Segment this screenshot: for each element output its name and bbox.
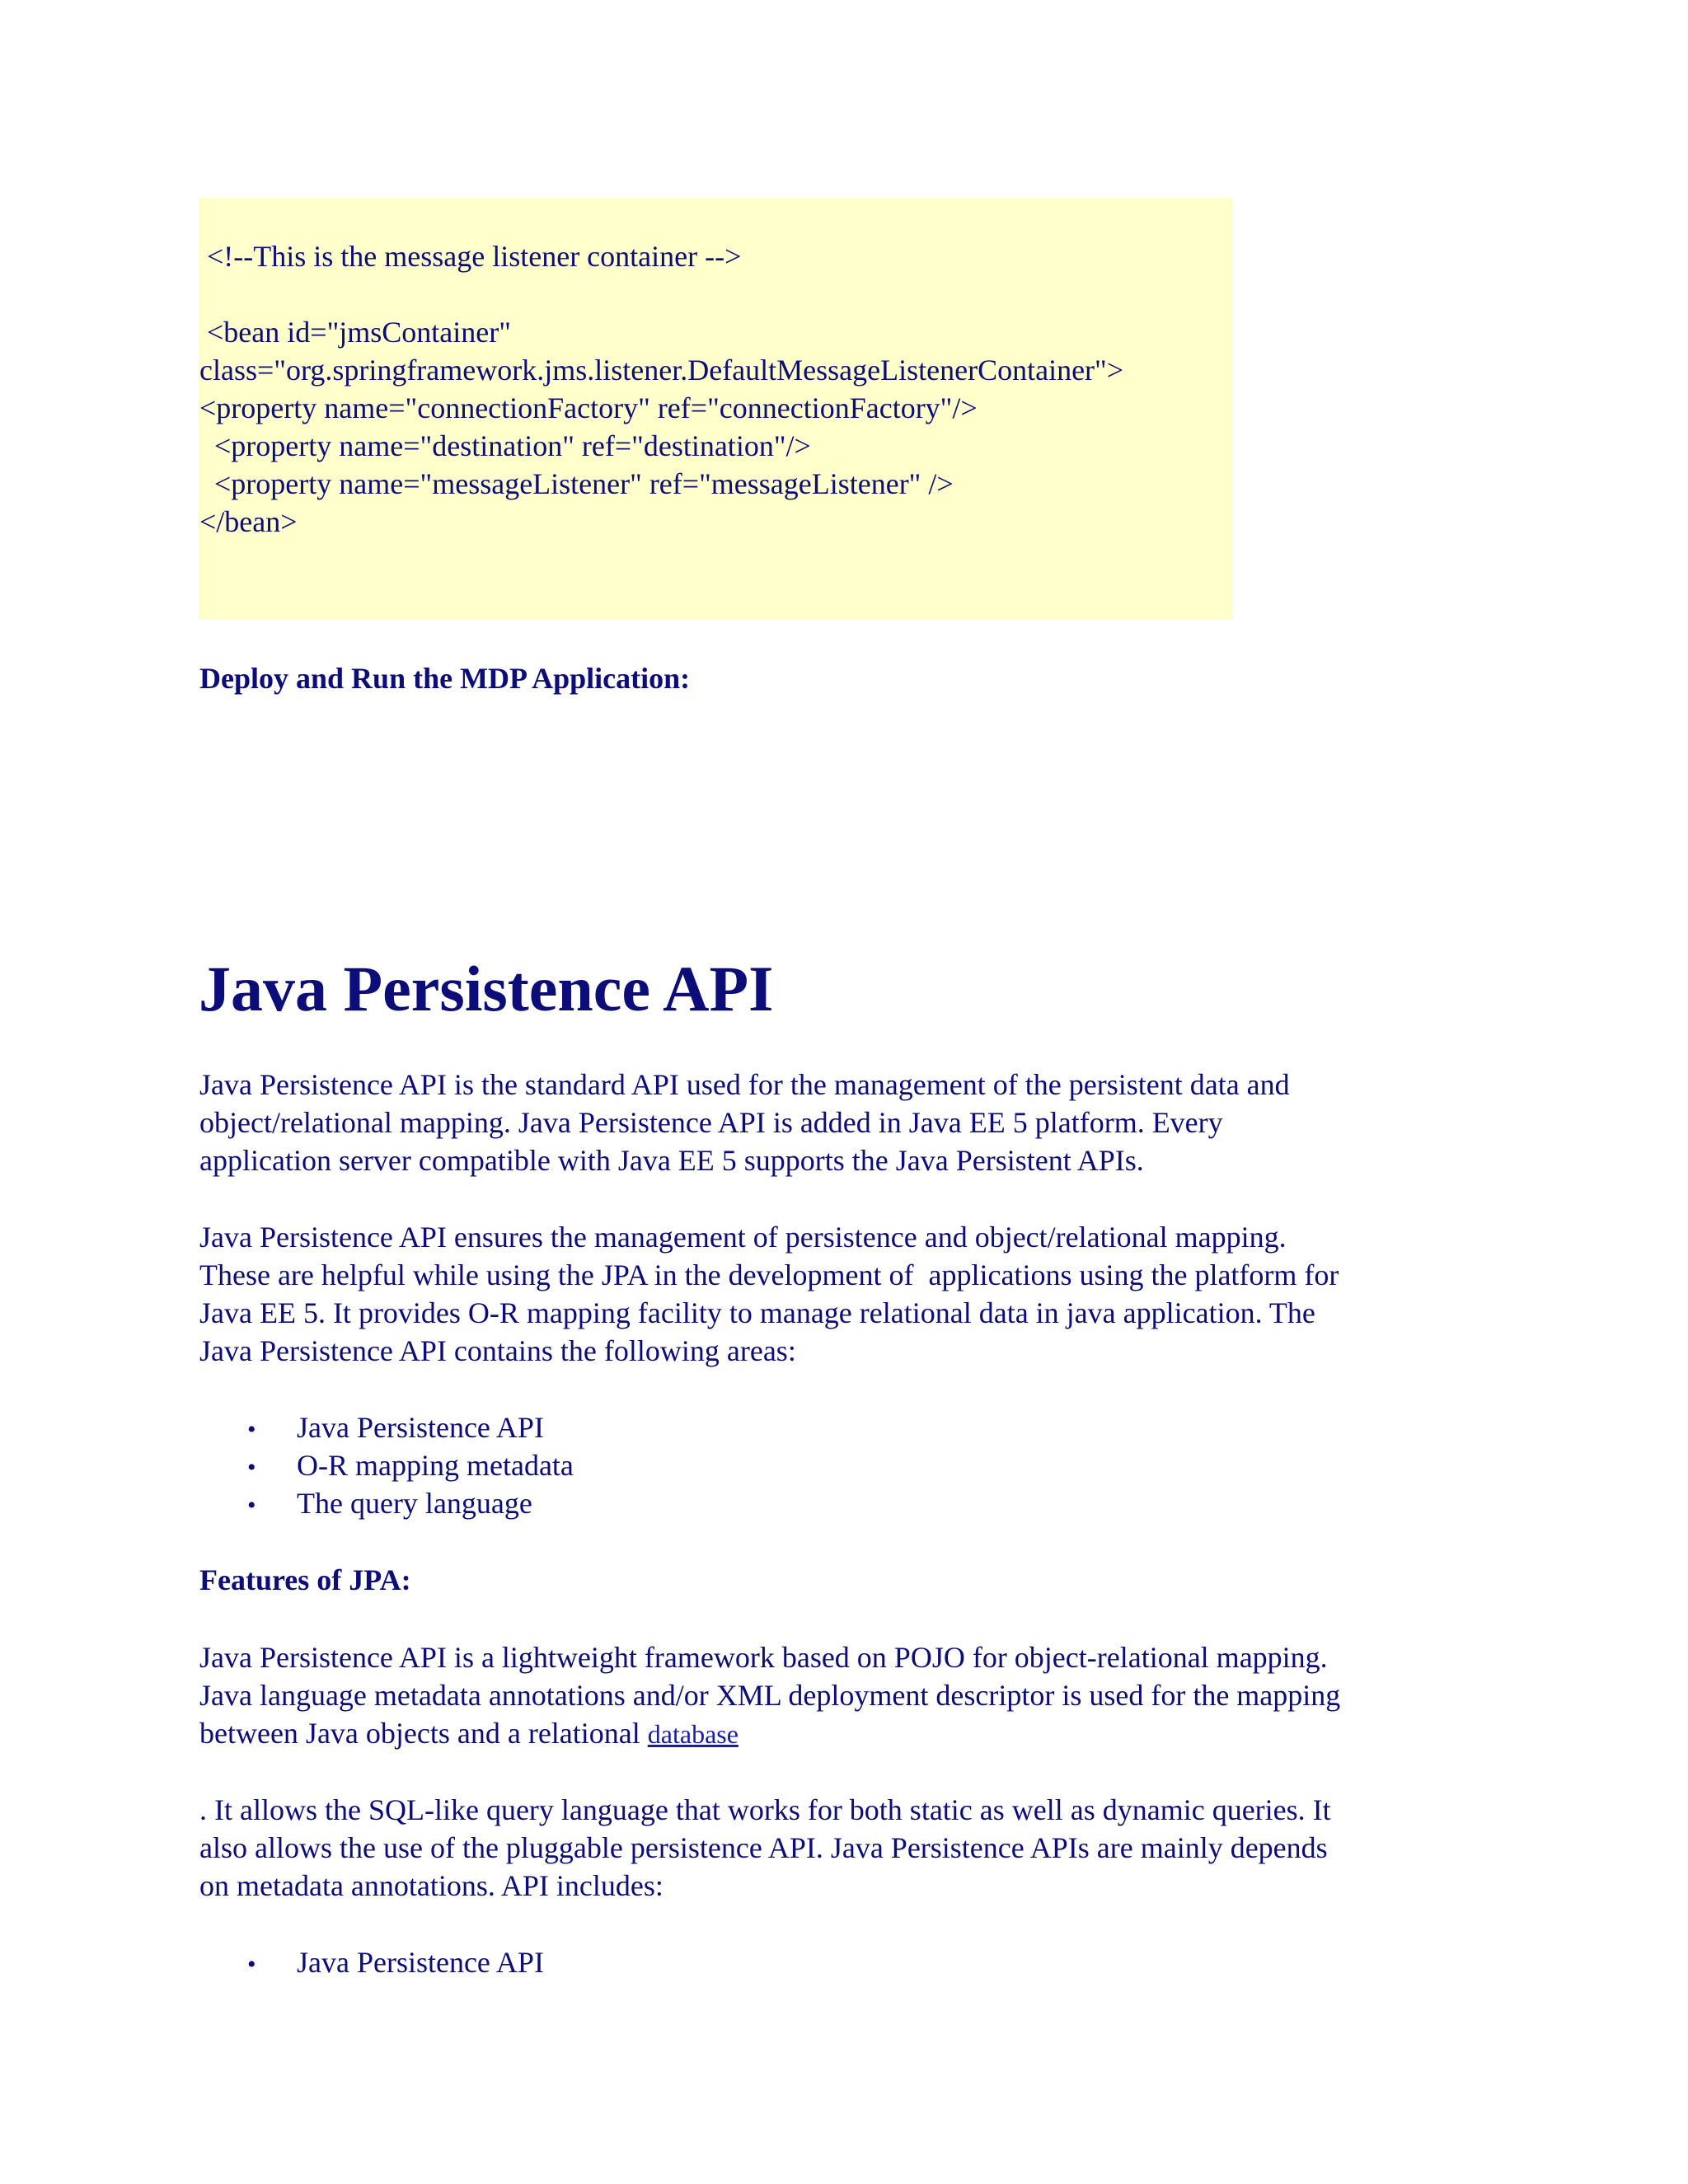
features-heading: Features of JPA: bbox=[199, 1563, 411, 1596]
code-line: <bean id="jmsContainer" bbox=[199, 316, 511, 349]
code-line: <property name="destination" ref="destination"/> bbox=[199, 429, 811, 462]
features-paragraph-line: Java Persistence API is a lightweight framework based on POJO for object-relational mapping. bbox=[199, 1641, 1328, 1674]
database-link[interactable]: database bbox=[647, 1719, 738, 1749]
query-paragraph-line: . It allows the SQL-like query language that works for both static as well as dynamic queries. It bbox=[199, 1793, 1331, 1826]
bullet-icon: • bbox=[247, 1454, 256, 1481]
deploy-heading: Deploy and Run the MDP Application: bbox=[199, 662, 691, 695]
list-item-label: O-R mapping metadata bbox=[297, 1449, 574, 1482]
code-line: </bean> bbox=[199, 505, 298, 538]
areas-paragraph-line: Java EE 5. It provides O-R mapping facility to manage relational data in java application. The bbox=[199, 1296, 1315, 1329]
list-item bbox=[247, 1446, 574, 1487]
list-item-label: Java Persistence API bbox=[297, 1411, 544, 1444]
intro-paragraph-line: Java Persistence API is the standard API used for the management of the persistent data and bbox=[199, 1068, 1290, 1101]
bullet-icon: • bbox=[247, 1492, 256, 1519]
areas-paragraph-line: These are helpful while using the JPA in the development of applications using the platform for bbox=[199, 1258, 1339, 1291]
features-paragraph-text: between Java objects and a relational bbox=[199, 1717, 648, 1750]
features-paragraph-line bbox=[199, 1714, 738, 1753]
areas-paragraph-line: Java Persistence API contains the following areas: bbox=[199, 1334, 796, 1367]
intro-paragraph-line: object/relational mapping. Java Persistence API is added in Java EE 5 platform. Every bbox=[199, 1106, 1223, 1139]
page-title: Java Persistence API bbox=[199, 953, 774, 1024]
query-paragraph-line: also allows the use of the pluggable persistence API. Java Persistence APIs are mainly depends bbox=[199, 1831, 1328, 1864]
code-line: class="org.springframework.jms.listener.DefaultMessageListenerContainer"> bbox=[199, 354, 1124, 387]
code-line: <property name="messageListener" ref="messageListener" /> bbox=[199, 467, 954, 500]
features-paragraph-line: Java language metadata annotations and/or XML deployment descriptor is used for the mapping bbox=[199, 1679, 1341, 1712]
code-line: <!--This is the message listener container --> bbox=[199, 240, 742, 273]
code-line: <property name="connectionFactory" ref="connectionFactory"/> bbox=[199, 391, 978, 424]
bullet-icon: • bbox=[247, 1951, 256, 1978]
intro-paragraph-line: application server compatible with Java EE 5 supports the Java Persistent APIs. bbox=[199, 1144, 1144, 1177]
areas-paragraph-line: Java Persistence API ensures the management of persistence and object/relational mapping. bbox=[199, 1221, 1287, 1254]
list-item bbox=[247, 1943, 544, 1984]
list-item bbox=[247, 1408, 544, 1449]
list-item-label: Java Persistence API bbox=[297, 1946, 544, 1979]
bullet-icon: • bbox=[247, 1416, 256, 1443]
list-item bbox=[247, 1484, 532, 1525]
list-item-label: The query language bbox=[297, 1487, 532, 1520]
query-paragraph-line: on metadata annotations. API includes: bbox=[199, 1869, 663, 1902]
